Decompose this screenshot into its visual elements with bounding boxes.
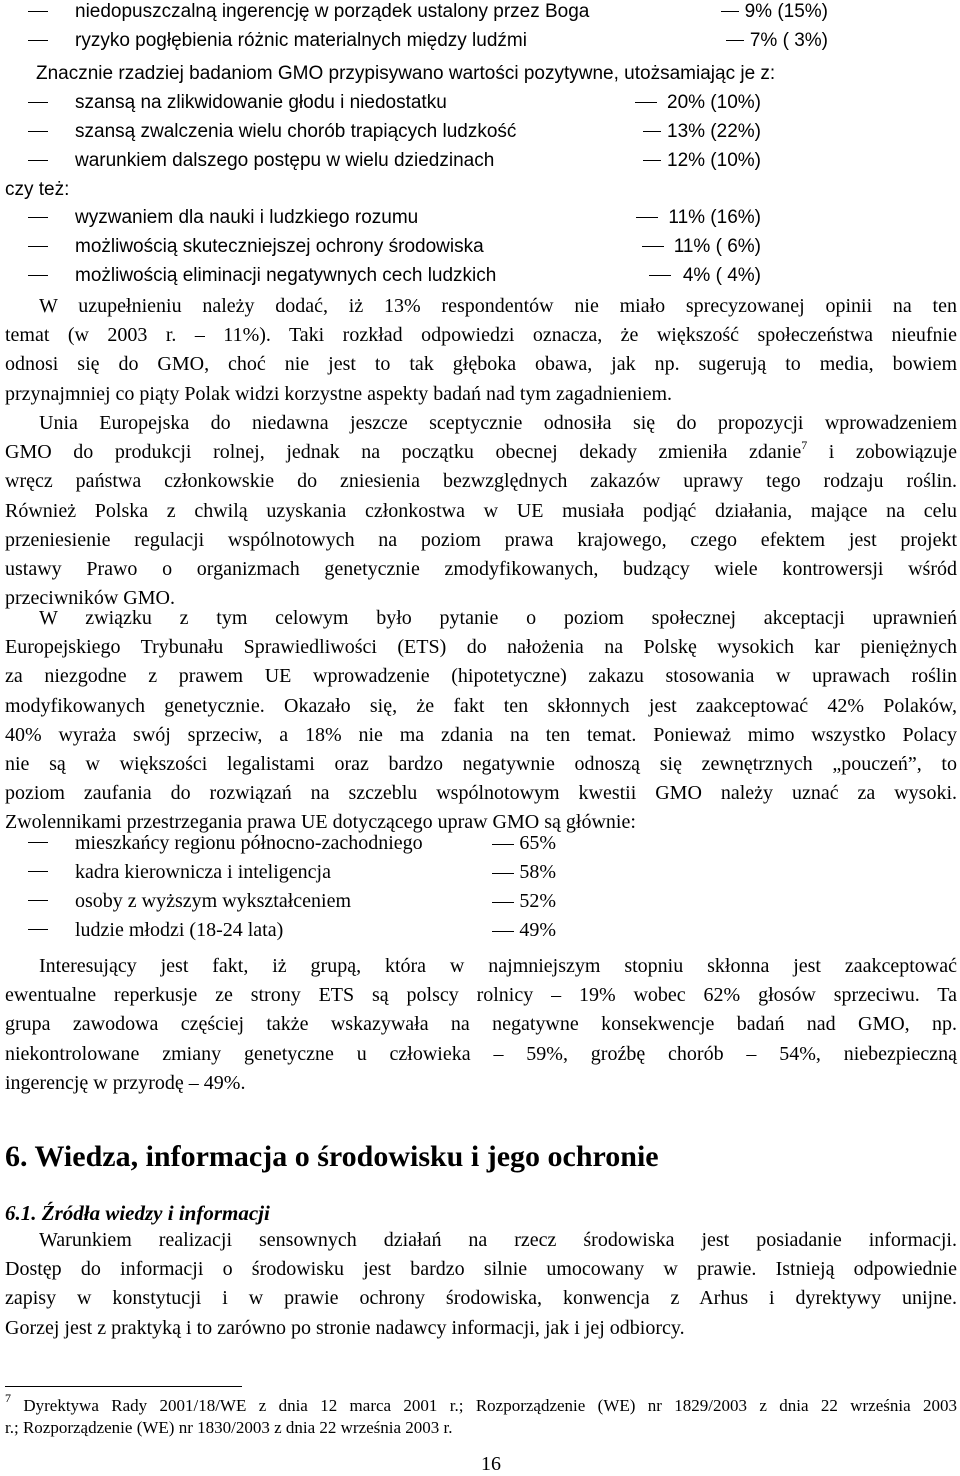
- dash-bullet: [28, 275, 48, 276]
- dash-bullet: [28, 160, 48, 161]
- list-item-value: 12% (10%): [643, 150, 761, 172]
- dash-bullet: [28, 217, 48, 218]
- list-item-value: 4% ( 4%): [649, 265, 761, 287]
- paragraph: Unia Europejska do niedawna jeszcze sceptycznie odnosiła się do propozycji wprowadzeniem GMO do produkcji rolnej, jednak na początku obecnej dekady zmieniła zdanie$^7$ i zobowiązuje wręcz państwa członkowskie do zniesienia bezwzględnych zakazów uprawy tego rodzaju roślin. Również Polska z chwilą uzyskania członkostwa w UE musiała podjąć działania, mające na celu przeniesienie regulacji wspólnotowych na poziom prawa krajowego, czego efektem jest projekt ustawy Prawo o organizmach genetycznie zmodyfikowanych, budzący wiele kontrowersji wśród przeciwników GMO.: [5, 412, 957, 610]
- dash-bullet: [28, 900, 48, 901]
- paragraph: Warunkiem realizacji sensownych działań na rzecz środowiska jest posiadanie informacji. Dostęp do informacji o środowisku jest bardzo silnie umocowany w prawie. Istnieją odpowiednie zapisy w konstytucji i w prawie ochrony środowiska, konwencja z Arhus i dyrektywy unijne. Gorzej jest z praktyką i to zarówno po stronie nadawcy informacji, jak i jej odbiorcy.: [5, 1229, 957, 1339]
- list-item-value: 65%: [492, 831, 556, 855]
- dash-bullet: [28, 40, 48, 41]
- list-item-label: wyzwaniem dla nauki i ludzkiego rozumu: [75, 207, 419, 228]
- list-item-label: kadra kierownicza i inteligencja: [75, 861, 331, 883]
- list-item-value: 9% (15%): [721, 1, 828, 23]
- paragraph: Interesujący jest fakt, iż grupą, która w najmniejszym stopniu skłonna jest zaakceptować ewentualne reperkusje ze strony ETS są polscy rolnicy – 19% wobec 62% głosów sprzeciwu. Ta grupa zawodowa częściej także wskazywała na negatywne konsekwencje badań nad GMO, np. niekontrolowane zmiany genetyczne u człowieka – 59%, groźbę chorób – 54%, niebezpieczną ingerencję w przyrodę – 49%.: [5, 955, 957, 1094]
- paragraph: W uzupełnieniu należy dodać, iż 13% respondentów nie miało sprecyzowanej opinii na ten temat (w 2003 r. – 11%). Taki rozkład odpowiedzi oznacza, że większość społeczeństwa nieufnie odnosi się do GMO, choć nie jest to tak głęboka obawa, jak np. sugerują to media, bowiem przynajmniej co piąty Polak widzi korzystne aspekty badań nad tym zagadnieniem.: [5, 295, 957, 405]
- list-item-label: niedopuszczalną ingerencję w porządek ustalony przez Boga: [75, 1, 590, 22]
- dash-bullet: [28, 102, 48, 103]
- subsection-heading: 6.1. Źródła wiedzy i informacji: [5, 1201, 270, 1225]
- list-item-label: warunkiem dalszego postępu w wielu dziedzinach: [75, 150, 495, 171]
- dash-bullet: [28, 871, 48, 872]
- paragraph: W związku z tym celowym było pytanie o poziom społecznej akceptacji uprawnień Europejskiego Trybunału Sprawiedliwości (ETS) do nałożenia na Polskę wysokich kar pieniężnych za niezgodne z prawem UE wprowadzenie (hipotetyczne) zakazu stosowania w uprawach roślin modyfikowanych genetycznie. Okazało się, że fakt ten skłonnych jest zaakceptować 42% Polaków, 40% wyraża swój sprzeciw, a 18% nie ma zdania na ten temat. Ponieważ mimo wszystko Polacy nie są w większości legalistami oraz bardzo negatywnie odnoszą się zewnętrznych „pouczeń”, to poziom zaufania do rozwiązań na szczeblu wspólnotowym kwestii GMO należy uznać za wysoki. Zwolennikami przestrzegania prawa UE dotyczącego upraw GMO są głównie:: [5, 607, 957, 834]
- list-item-label: możliwością eliminacji negatywnych cech ludzkich: [75, 265, 497, 286]
- section-heading: 6. Wiedza, informacja o środowisku i jego ochronie: [5, 1140, 659, 1173]
- page-number: 16: [481, 1453, 501, 1475]
- dash-bullet: [28, 842, 48, 843]
- list-item-value: 7% ( 3%): [726, 30, 828, 52]
- list-item-label: szansą na zlikwidowanie głodu i niedostatku: [75, 92, 447, 113]
- list-item-label: ryzyko pogłębienia różnic materialnych między ludźmi: [75, 30, 527, 51]
- list-item-value: 52%: [492, 889, 556, 913]
- dash-bullet: [28, 246, 48, 247]
- also-label: czy też:: [5, 179, 70, 200]
- list-item-value: 13% (22%): [643, 121, 761, 143]
- list-item-value: 11% (16%): [636, 207, 761, 229]
- list-item-value: 58%: [492, 860, 556, 884]
- footnote: $^7$ Dyrektywa Rady 2001/18/WE z dnia 12 marca 2001 r.; Rozporządzenie (WE) nr 1829/2003 z dnia 22 września 2003 r.; Rozporządzenie (WE) nr 1830/2003 z dnia 22 września 2003 r.: [5, 1391, 957, 1437]
- footnote-ref: 7: [801, 437, 808, 452]
- dash-bullet: [28, 11, 48, 12]
- positive-intro: Znacznie rzadziej badaniom GMO przypisywano wartości pozytywne, utożsamiając je z:: [36, 63, 776, 84]
- dash-bullet: [28, 929, 48, 930]
- list-item-label: ludzie młodzi (18-24 lata): [75, 919, 284, 941]
- list-item-value: 11% ( 6%): [642, 236, 761, 258]
- footnote-divider: [5, 1386, 242, 1387]
- list-item-label: możliwością skuteczniejszej ochrony środowiska: [75, 236, 484, 257]
- dash-bullet: [28, 131, 48, 132]
- footnote-number: 7: [5, 1391, 11, 1406]
- list-item-label: osoby z wyższym wykształceniem: [75, 890, 352, 912]
- list-item-value: 49%: [492, 918, 556, 942]
- list-item-label: mieszkańcy regionu północno-zachodniego: [75, 832, 423, 854]
- list-item-label: szansą zwalczenia wielu chorób trapiących ludzkość: [75, 121, 517, 142]
- list-item-value: 20% (10%): [635, 92, 761, 114]
